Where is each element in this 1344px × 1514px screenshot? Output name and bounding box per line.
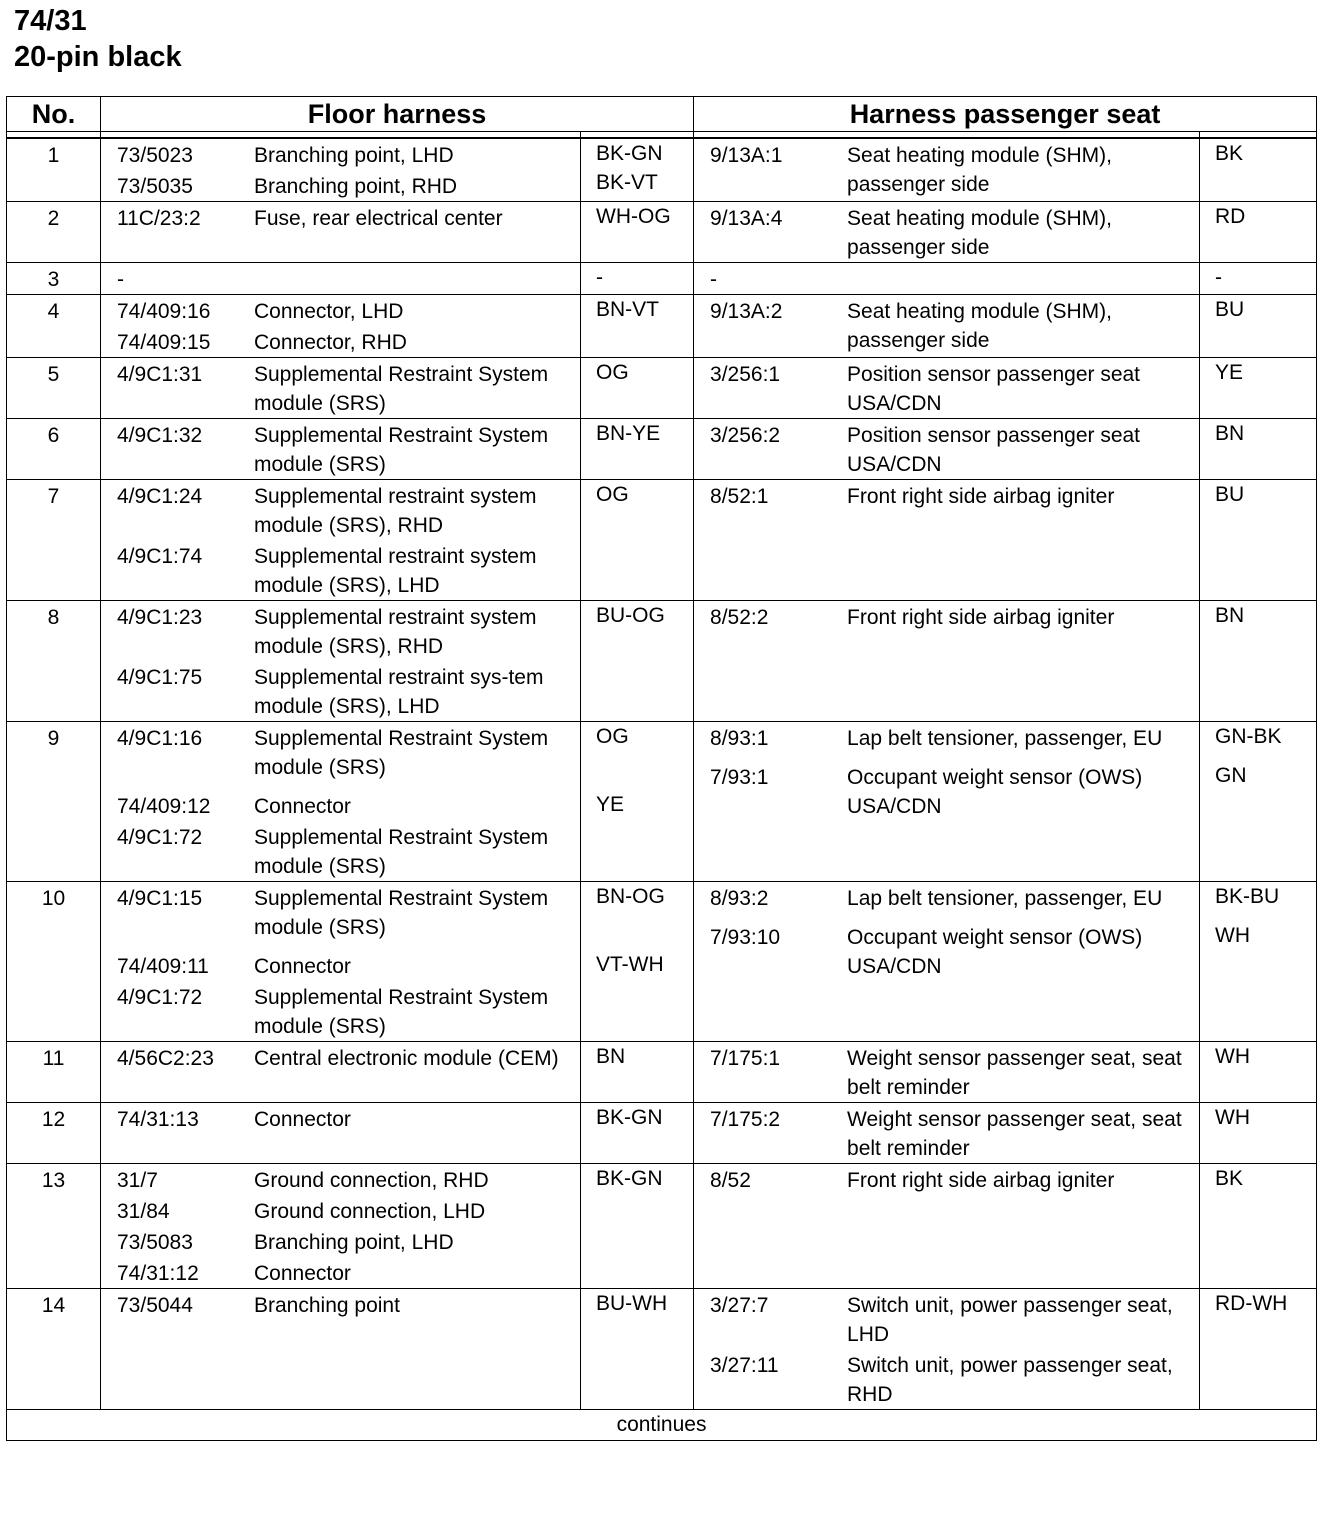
- seat-entries: [694, 882, 1200, 1042]
- table-row: [7, 722, 1317, 882]
- seat-description: Front right side airbag igniter: [847, 1169, 1115, 1192]
- wire-color-code: BU: [1215, 298, 1245, 321]
- seat-wire-color: [1200, 722, 1317, 882]
- seat-entries: [694, 601, 1200, 722]
- table-row: [7, 358, 1317, 419]
- floor-entries: [101, 1042, 581, 1103]
- floor-entry: [101, 790, 580, 821]
- floor-code: 4/9C1:72: [117, 986, 203, 1009]
- pin-number: 6: [7, 419, 101, 480]
- floor-entry: [101, 1195, 580, 1226]
- floor-entry: [101, 202, 580, 233]
- floor-description: Branching point, LHD: [254, 1231, 454, 1254]
- floor-wire-color: [581, 202, 694, 263]
- table-row: [7, 138, 1317, 202]
- table-row: [7, 1103, 1317, 1164]
- seat-description: Switch unit, power passenger seat, RHD: [847, 1354, 1173, 1406]
- floor-description: Supplemental restraint sys-tem module (SRS), LHD: [254, 666, 544, 718]
- floor-description: Supplemental restraint system module (SRS), LHD: [254, 545, 537, 597]
- seat-code: 8/52:2: [710, 606, 769, 629]
- seat-entries: [694, 202, 1200, 263]
- seat-code: 3/27:11: [710, 1354, 779, 1377]
- seat-wire-color: [1200, 601, 1317, 722]
- seat-wire-color: [1200, 1103, 1317, 1164]
- wire-color-code: GN: [1215, 764, 1247, 787]
- floor-code: 4/9C1:72: [117, 826, 203, 849]
- table-body: [7, 138, 1317, 1410]
- floor-entry: [101, 480, 580, 540]
- wire-color-code: BN: [1215, 604, 1245, 627]
- wire-color-code: BU: [1215, 483, 1245, 506]
- header-floor-harness: Floor harness: [101, 97, 694, 132]
- wire-color-code: YE: [596, 793, 625, 816]
- seat-code: 3/256:2: [710, 424, 781, 447]
- seat-entry: [694, 722, 1199, 753]
- pin-number: 1: [7, 138, 101, 202]
- table-header-row: [7, 97, 1317, 132]
- floor-entry: [101, 950, 580, 981]
- seat-entry: [694, 882, 1199, 913]
- seat-entries: [694, 480, 1200, 601]
- seat-description: Front right side airbag igniter: [847, 606, 1115, 629]
- floor-entry: [101, 1257, 580, 1288]
- connector-title: 74/31: [14, 5, 87, 37]
- pin-number: 10: [7, 882, 101, 1042]
- wire-color-code: WH: [1215, 924, 1251, 947]
- seat-entries: [694, 138, 1200, 202]
- header-no: No.: [7, 97, 101, 132]
- wire-color-code: BK-VT: [596, 171, 658, 194]
- floor-entries: [101, 263, 581, 295]
- table-row: [7, 419, 1317, 480]
- floor-description: Central electronic module (CEM): [254, 1047, 559, 1070]
- floor-entry: [101, 170, 580, 201]
- pin-number: 13: [7, 1164, 101, 1289]
- seat-entry: [694, 1103, 1199, 1163]
- seat-wire-color: [1200, 1289, 1317, 1410]
- floor-wire-color: [581, 1103, 694, 1164]
- seat-entry: [694, 295, 1199, 355]
- seat-entry: [694, 358, 1199, 418]
- seat-code: 3/256:1: [710, 363, 781, 386]
- floor-code: 4/56C2:23: [117, 1047, 214, 1070]
- floor-code: -: [117, 268, 124, 291]
- floor-wire-color: [581, 1042, 694, 1103]
- floor-description: [254, 265, 580, 294]
- pin-number: 4: [7, 295, 101, 358]
- table-row: [7, 882, 1317, 1042]
- wire-color-code: OG: [596, 725, 629, 748]
- pin-number: 11: [7, 1042, 101, 1103]
- floor-code: 74/31:12: [117, 1262, 199, 1285]
- floor-code: 31/7: [117, 1169, 158, 1192]
- floor-description: Branching point, RHD: [254, 175, 458, 198]
- seat-description: Lap belt tensioner, passenger, EU: [847, 727, 1163, 750]
- seat-description: Position sensor passenger seat USA/CDN: [847, 363, 1141, 415]
- table-row: [7, 1164, 1317, 1289]
- header-harness-passenger-seat: Harness passenger seat: [694, 97, 1317, 132]
- floor-code: 4/9C1:75: [117, 666, 203, 689]
- seat-code: 8/93:1: [710, 727, 769, 750]
- seat-description: Seat heating module (SHM), passenger side: [847, 207, 1112, 259]
- wire-color-code: RD-WH: [1215, 1292, 1288, 1315]
- floor-entry: [101, 981, 580, 1041]
- wire-color-code: BK: [1215, 1167, 1244, 1190]
- floor-entries: [101, 358, 581, 419]
- floor-entries: [101, 1103, 581, 1164]
- floor-wire-color: [581, 722, 694, 882]
- floor-entry: [101, 295, 580, 326]
- seat-wire-color: [1200, 263, 1317, 295]
- seat-entry: [694, 139, 1199, 199]
- wire-color-code: BU-WH: [596, 1292, 668, 1315]
- floor-entries: [101, 722, 581, 882]
- wire-color-code: VT-WH: [596, 953, 664, 976]
- floor-entries: [101, 1289, 581, 1410]
- seat-code: 8/52: [710, 1169, 751, 1192]
- table-row: [7, 295, 1317, 358]
- seat-code: 7/93:10: [710, 926, 781, 949]
- wire-color-code: GN-BK: [1215, 725, 1282, 748]
- floor-entry: [101, 358, 580, 418]
- seat-wire-color: [1200, 358, 1317, 419]
- floor-code: 73/5023: [117, 144, 193, 167]
- seat-wire-color: [1200, 419, 1317, 480]
- wire-color-code: BK-GN: [596, 142, 663, 165]
- seat-description: Front right side airbag igniter: [847, 485, 1115, 508]
- floor-code: 4/9C1:15: [117, 887, 203, 910]
- seat-description: Weight sensor passenger seat, seat belt reminder: [847, 1108, 1182, 1160]
- seat-code: 9/13A:4: [710, 207, 783, 230]
- floor-code: 74/409:16: [117, 300, 211, 323]
- pin-number: 7: [7, 480, 101, 601]
- floor-entries: [101, 202, 581, 263]
- wire-color-code: YE: [1215, 361, 1244, 384]
- seat-entries: [694, 1103, 1200, 1164]
- floor-wire-color: [581, 1164, 694, 1289]
- floor-entry: [101, 722, 580, 782]
- floor-description: Supplemental restraint system module (SRS), RHD: [254, 485, 537, 537]
- seat-entry: [694, 1289, 1199, 1349]
- pinout-table: [6, 96, 1317, 1441]
- floor-code: 11C/23:2: [117, 207, 201, 230]
- floor-description: Connector, RHD: [254, 331, 407, 354]
- continues-note: continues: [7, 1410, 1317, 1441]
- floor-code: 74/409:12: [117, 795, 211, 818]
- floor-description: Supplemental Restraint System module (SRS): [254, 363, 549, 415]
- floor-code: 4/9C1:32: [117, 424, 203, 447]
- seat-wire-color: [1200, 295, 1317, 358]
- floor-entry: [101, 1226, 580, 1257]
- seat-wire-color: [1200, 1164, 1317, 1289]
- seat-description: Occupant weight sensor (OWS) USA/CDN: [847, 766, 1143, 818]
- seat-entries: [694, 419, 1200, 480]
- floor-entry: [101, 540, 580, 600]
- table-row: [7, 480, 1317, 601]
- floor-entry: [101, 1042, 580, 1073]
- pin-number: 5: [7, 358, 101, 419]
- wire-color-code: WH: [1215, 1106, 1251, 1129]
- floor-entry: [101, 419, 580, 479]
- seat-entry: [694, 601, 1199, 632]
- wire-color-code: OG: [596, 361, 629, 384]
- seat-entries: [694, 1289, 1200, 1410]
- pin-number: 3: [7, 263, 101, 295]
- wire-color-code: BK: [1215, 142, 1244, 165]
- floor-description: Supplemental Restraint System module (SRS): [254, 727, 549, 779]
- floor-description: Ground connection, LHD: [254, 1200, 486, 1223]
- seat-code: 8/93:2: [710, 887, 769, 910]
- seat-wire-color: [1200, 1042, 1317, 1103]
- seat-entries: [694, 358, 1200, 419]
- floor-code: 74/409:11: [117, 955, 209, 978]
- floor-code: 4/9C1:74: [117, 545, 203, 568]
- connector-subtitle: 20-pin black: [14, 41, 182, 73]
- wire-color-code: WH: [1215, 1045, 1251, 1068]
- seat-description: Weight sensor passenger seat, seat belt reminder: [847, 1047, 1182, 1099]
- floor-entries: [101, 1164, 581, 1289]
- wire-color-code: BK-GN: [596, 1167, 663, 1190]
- seat-entries: [694, 295, 1200, 358]
- seat-wire-color: [1200, 138, 1317, 202]
- floor-code: 74/31:13: [117, 1108, 199, 1131]
- floor-entries: [101, 295, 581, 358]
- wire-color-code: BK-GN: [596, 1106, 663, 1129]
- seat-code: -: [710, 268, 718, 291]
- floor-entry: [101, 661, 580, 721]
- pin-number: 14: [7, 1289, 101, 1410]
- floor-entry: [101, 1289, 580, 1320]
- wire-color-code: OG: [596, 483, 629, 506]
- floor-description: Fuse, rear electrical center: [254, 207, 503, 230]
- pin-number: 8: [7, 601, 101, 722]
- table-row: [7, 1042, 1317, 1103]
- seat-description: Seat heating module (SHM), passenger side: [847, 300, 1112, 352]
- pin-number: 2: [7, 202, 101, 263]
- seat-code: 9/13A:2: [710, 300, 783, 323]
- floor-entry: [101, 326, 580, 357]
- floor-entries: [101, 480, 581, 601]
- floor-entries: [101, 419, 581, 480]
- wire-color-code: BU-OG: [596, 604, 665, 627]
- seat-entries: [694, 1164, 1200, 1289]
- wire-color-code: -: [1215, 266, 1223, 289]
- floor-wire-color: [581, 358, 694, 419]
- floor-entries: [101, 138, 581, 202]
- seat-code: 9/13A:1: [710, 144, 783, 167]
- seat-description: Switch unit, power passenger seat, LHD: [847, 1294, 1173, 1346]
- floor-wire-color: [581, 138, 694, 202]
- floor-code: 4/9C1:16: [117, 727, 203, 750]
- floor-entry: [101, 1103, 580, 1134]
- seat-entry: [694, 202, 1199, 262]
- wire-color-code: BN-VT: [596, 298, 659, 321]
- seat-description: [847, 265, 1199, 294]
- floor-wire-color: [581, 1289, 694, 1410]
- seat-entry: [694, 1349, 1199, 1409]
- seat-wire-color: [1200, 480, 1317, 601]
- floor-description: Branching point, LHD: [254, 144, 454, 167]
- table-row: [7, 1289, 1317, 1410]
- seat-code: 7/175:1: [710, 1047, 781, 1070]
- floor-description: Supplemental restraint system module (SRS), RHD: [254, 606, 537, 658]
- table-row: [7, 263, 1317, 295]
- floor-description: Supplemental Restraint System module (SRS): [254, 887, 549, 939]
- floor-wire-color: [581, 601, 694, 722]
- floor-entries: [101, 601, 581, 722]
- seat-wire-color: [1200, 882, 1317, 1042]
- pin-number: 12: [7, 1103, 101, 1164]
- floor-code: 73/5035: [117, 175, 193, 198]
- seat-entry: [694, 1042, 1199, 1102]
- seat-wire-color: [1200, 202, 1317, 263]
- wire-color-code: -: [596, 266, 603, 289]
- wire-color-code: RD: [1215, 205, 1246, 228]
- seat-code: 7/93:1: [710, 766, 769, 789]
- table-row: [7, 601, 1317, 722]
- wire-color-code: BN: [596, 1045, 626, 1068]
- seat-entries: [694, 722, 1200, 882]
- floor-code: 73/5044: [117, 1294, 193, 1317]
- pin-number: 9: [7, 722, 101, 882]
- table-footer-row: [7, 1410, 1317, 1441]
- seat-code: 7/175:2: [710, 1108, 781, 1131]
- floor-description: Connector: [254, 1262, 351, 1285]
- seat-description: Lap belt tensioner, passenger, EU: [847, 887, 1163, 910]
- seat-entry: [694, 480, 1199, 511]
- floor-entry: [101, 821, 580, 881]
- floor-wire-color: [581, 882, 694, 1042]
- seat-description: Seat heating module (SHM), passenger side: [847, 144, 1112, 196]
- floor-entry: [101, 263, 580, 294]
- floor-wire-color: [581, 419, 694, 480]
- seat-entry: [694, 1164, 1199, 1195]
- seat-description: Occupant weight sensor (OWS) USA/CDN: [847, 926, 1143, 978]
- wire-color-code: WH-OG: [596, 205, 671, 228]
- seat-code: 8/52:1: [710, 485, 769, 508]
- seat-entries: [694, 263, 1200, 295]
- seat-description: Position sensor passenger seat USA/CDN: [847, 424, 1141, 476]
- floor-wire-color: [581, 480, 694, 601]
- floor-wire-color: [581, 295, 694, 358]
- floor-entry: [101, 1164, 580, 1195]
- floor-entries: [101, 882, 581, 1042]
- floor-code: 4/9C1:24: [117, 485, 203, 508]
- floor-code: 73/5083: [117, 1231, 193, 1254]
- wire-color-code: BN: [1215, 422, 1245, 445]
- floor-description: Supplemental Restraint System module (SRS): [254, 826, 549, 878]
- wire-color-code: BN-OG: [596, 885, 665, 908]
- floor-description: Connector: [254, 1108, 351, 1131]
- floor-entry: [101, 882, 580, 942]
- table-row: [7, 202, 1317, 263]
- wire-color-code: BK-BU: [1215, 885, 1280, 908]
- floor-code: 4/9C1:31: [117, 363, 203, 386]
- floor-entry: [101, 139, 580, 170]
- floor-code: 4/9C1:23: [117, 606, 203, 629]
- seat-code: 3/27:7: [710, 1294, 769, 1317]
- floor-code: 31/84: [117, 1200, 170, 1223]
- seat-entry: [694, 419, 1199, 479]
- floor-description: Connector: [254, 955, 351, 978]
- seat-entries: [694, 1042, 1200, 1103]
- floor-description: Supplemental Restraint System module (SRS): [254, 986, 549, 1038]
- seat-entry: [694, 263, 1199, 294]
- seat-entry: [694, 921, 1199, 981]
- floor-wire-color: [581, 263, 694, 295]
- floor-description: Branching point: [254, 1294, 400, 1317]
- seat-entry: [694, 761, 1199, 821]
- floor-description: Supplemental Restraint System module (SRS): [254, 424, 549, 476]
- wire-color-code: BN-YE: [596, 422, 661, 445]
- floor-entry: [101, 601, 580, 661]
- floor-code: 74/409:15: [117, 331, 211, 354]
- floor-description: Connector: [254, 795, 351, 818]
- floor-description: Ground connection, RHD: [254, 1169, 489, 1192]
- floor-description: Connector, LHD: [254, 300, 404, 323]
